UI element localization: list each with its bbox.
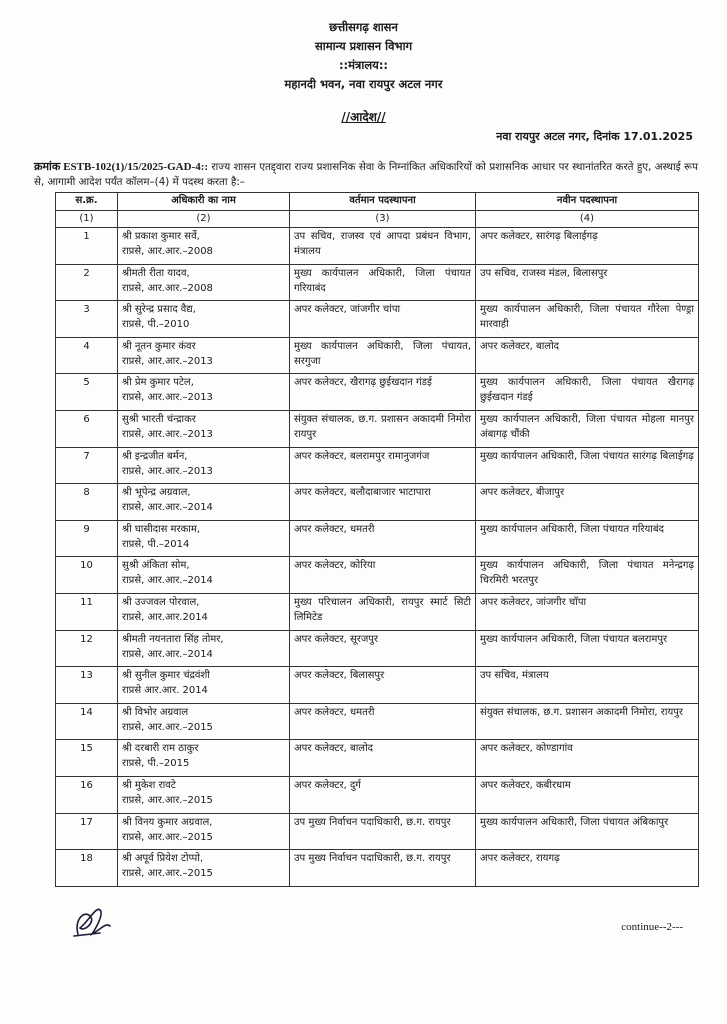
current-posting: अपर कलेक्टर, बालोद bbox=[290, 740, 476, 777]
current-posting: अपर कलेक्टर, जांजगीर चांपा bbox=[290, 301, 476, 338]
new-posting: अपर कलेक्टर, बालोद bbox=[476, 337, 699, 374]
officer-service: राप्रसे, आर.आर.–2008 bbox=[122, 246, 213, 257]
serial-number: 12 bbox=[56, 630, 118, 667]
table-row bbox=[56, 410, 699, 447]
officer-cell bbox=[118, 813, 290, 850]
serial-number: 4 bbox=[56, 337, 118, 374]
officer-service: राप्रसे, आर.आर.–2008 bbox=[122, 282, 213, 294]
column-number-row bbox=[56, 211, 699, 228]
officer-service: राप्रसे, आर.आर.2014 bbox=[122, 611, 208, 623]
current-posting: अपर कलेक्टर, खैरागढ़ छुईखदान गंडई bbox=[290, 374, 476, 411]
table-row bbox=[56, 301, 699, 338]
current-posting: अपर कलेक्टर, बिलासपुर bbox=[290, 667, 476, 704]
transfer-table bbox=[55, 192, 699, 887]
preamble-text: राज्य शासन एतद्द्वारा राज्य प्रशासनिक सेवा के निम्नांकित अधिकारियों को प्रशासनिक आधार पर स्थानांतरित करते हुए, अस्थाई रूप से, आगामी आदेश पर्यंत कॉलम–(4) में पदस्थ करता है:– bbox=[34, 161, 698, 188]
officer-cell bbox=[118, 484, 290, 521]
signature bbox=[70, 900, 118, 946]
table-row bbox=[56, 850, 699, 887]
column-number: (1) bbox=[56, 211, 118, 228]
officer-name: श्री उज्जवल पोरवाल, bbox=[122, 596, 200, 608]
officer-service: राप्रसे, आर.आर.–2014 bbox=[122, 502, 213, 514]
current-posting: अपर कलेक्टर, बलौदाबाजार भाटापारा bbox=[290, 484, 476, 521]
officer-service: राप्रसे, पी.–2014 bbox=[122, 538, 190, 550]
new-posting: मुख्य कार्यपालन अधिकारी, जिला पंचायत सारंगढ़ बिलाईगढ़ bbox=[476, 447, 699, 484]
officer-name: श्री विनय कुमार अग्रवाल, bbox=[122, 816, 213, 828]
current-posting: अपर कलेक्टर, धमतरी bbox=[290, 703, 476, 740]
current-posting: उप सचिव, राजस्व एवं आपदा प्रबंधन विभाग, मंत्रालय bbox=[290, 228, 476, 265]
new-posting: मुख्य कार्यपालन अधिकारी, जिला पंचायत बलरामपुर bbox=[476, 630, 699, 667]
serial-number: 8 bbox=[56, 484, 118, 521]
officer-service: राप्रसे, आर.आर.–2013 bbox=[122, 465, 213, 477]
order-preamble bbox=[34, 160, 698, 190]
serial-number: 1 bbox=[56, 228, 118, 265]
new-posting: संयुक्त संचालक, छ.ग. प्रशासन अकादमी निमोरा, रायपुर bbox=[476, 703, 699, 740]
officer-service: राप्रसे, आर.आर.–2015 bbox=[122, 868, 213, 880]
column-number: (4) bbox=[476, 211, 699, 228]
current-posting: मुख्य कार्यपालन अधिकारी, जिला पंचायत, सरगुजा bbox=[290, 337, 476, 374]
current-posting: उप मुख्य निर्वाचन पदाधिकारी, छ.ग. रायपुर bbox=[290, 813, 476, 850]
order-number: क्रमांक ESTB-102(1)/15/2025-GAD-4:: bbox=[34, 161, 209, 173]
officer-name: श्रीमती नयनतारा सिंह तोमर, bbox=[122, 633, 224, 645]
new-posting: मुख्य कार्यपालन अधिकारी, जिला पंचायत अंबिकापुर bbox=[476, 813, 699, 850]
header-current-posting: वर्तमान पदस्थापना bbox=[290, 193, 476, 211]
officer-name: श्री अपूर्व प्रियेश टोप्पो, bbox=[122, 853, 204, 865]
officer-cell bbox=[118, 740, 290, 777]
officer-service: राप्रसे, पी.–2015 bbox=[122, 758, 190, 770]
table-row bbox=[56, 557, 699, 594]
header-department: सामान्य प्रशासन विभाग bbox=[314, 39, 413, 53]
table-row bbox=[56, 593, 699, 630]
officer-service: राप्रसे, आर.आर.–2015 bbox=[122, 831, 213, 843]
new-posting: अपर कलेक्टर, कबीरधाम bbox=[476, 776, 699, 813]
serial-number: 10 bbox=[56, 557, 118, 594]
current-posting: अपर कलेक्टर, बलरामपुर रामानुजगंज bbox=[290, 447, 476, 484]
serial-number: 14 bbox=[56, 703, 118, 740]
officer-name: श्री भूपेन्द्र अग्रवाल, bbox=[122, 487, 191, 499]
officer-service: राप्रसे आर.आर. 2014 bbox=[122, 685, 208, 697]
new-posting: मुख्य कार्यपालन अधिकारी, जिला पंचायत खैरागढ़ छुईखदान गंडई bbox=[476, 374, 699, 411]
officer-name: श्री घासीदास मरकाम, bbox=[122, 523, 201, 535]
current-posting: अपर कलेक्टर, सूरजपुर bbox=[290, 630, 476, 667]
table-row bbox=[56, 667, 699, 704]
officer-service: राप्रसे, आर.आर.–2013 bbox=[122, 355, 213, 367]
officer-service: राप्रसे, आर.आर.–2015 bbox=[122, 794, 213, 806]
serial-number: 18 bbox=[56, 850, 118, 887]
serial-number: 7 bbox=[56, 447, 118, 484]
officer-name: श्री दरबारी राम ठाकुर bbox=[122, 743, 199, 755]
signature-icon bbox=[70, 900, 118, 942]
new-posting: अपर कलेक्टर, कोण्डागांव bbox=[476, 740, 699, 777]
serial-number: 5 bbox=[56, 374, 118, 411]
officer-service: राप्रसे, आर.आर.–2013 bbox=[122, 428, 213, 440]
serial-number: 17 bbox=[56, 813, 118, 850]
new-posting: मुख्य कार्यपालन अधिकारी, जिला पंचायत मोहला मानपुर अंबागढ़ चौंकी bbox=[476, 410, 699, 447]
officer-cell bbox=[118, 667, 290, 704]
officer-service: राप्रसे, पी.–2010 bbox=[122, 319, 190, 331]
officer-cell bbox=[118, 630, 290, 667]
officer-cell bbox=[118, 520, 290, 557]
officer-name: श्री नूतन कुमार कंवर bbox=[122, 340, 196, 352]
officer-cell bbox=[118, 557, 290, 594]
new-posting: अपर कलेक्टर, रायगढ़ bbox=[476, 850, 699, 887]
new-posting: उप सचिव, मंत्रालय bbox=[476, 667, 699, 704]
serial-number: 6 bbox=[56, 410, 118, 447]
header-serial: स.क्र. bbox=[56, 193, 118, 211]
officer-name: श्रीमती रीता यादव, bbox=[122, 267, 190, 279]
new-posting: मुख्य कार्यपालन अधिकारी, जिला पंचायत मनेन्द्रगढ़ चिरमिरी भरतपुर bbox=[476, 557, 699, 594]
new-posting: अपर कलेक्टर, बीजापुर bbox=[476, 484, 699, 521]
header-government: छत्तीसगढ़ शासन bbox=[329, 20, 398, 34]
officer-cell bbox=[118, 410, 290, 447]
column-number: (2) bbox=[118, 211, 290, 228]
officer-cell bbox=[118, 593, 290, 630]
current-posting: मुख्य कार्यपालन अधिकारी, जिला पंचायत गरियाबंद bbox=[290, 264, 476, 301]
officer-name: श्री मुकेश रावटे bbox=[122, 779, 176, 791]
new-posting: मुख्य कार्यपालन अधिकारी, जिला पंचायत गरियाबंद bbox=[476, 520, 699, 557]
officer-cell bbox=[118, 776, 290, 813]
serial-number: 13 bbox=[56, 667, 118, 704]
table-row bbox=[56, 337, 699, 374]
serial-number: 16 bbox=[56, 776, 118, 813]
officer-name: श्री विभोर अग्रवाल bbox=[122, 706, 189, 718]
serial-number: 11 bbox=[56, 593, 118, 630]
officer-name: श्री प्रकाश कुमार सर्वे, bbox=[122, 231, 200, 242]
table-row bbox=[56, 447, 699, 484]
table-row bbox=[56, 703, 699, 740]
table-row bbox=[56, 630, 699, 667]
column-number: (3) bbox=[290, 211, 476, 228]
new-posting: अपर कलेक्टर, जांजगीर चॉपा bbox=[476, 593, 699, 630]
officer-service: राप्रसे, आर.आर.–2014 bbox=[122, 648, 213, 660]
header-officer-name: अधिकारी का नाम bbox=[118, 193, 290, 211]
officer-cell bbox=[118, 447, 290, 484]
current-posting: अपर कलेक्टर, धमतरी bbox=[290, 520, 476, 557]
officer-cell bbox=[118, 228, 290, 265]
header-address: महानदी भवन, नवा रायपुर अटल नगर bbox=[284, 77, 443, 91]
officer-cell bbox=[118, 703, 290, 740]
serial-number: 15 bbox=[56, 740, 118, 777]
document-header bbox=[0, 18, 727, 94]
continue-note: continue--2--- bbox=[621, 921, 683, 933]
table-row bbox=[56, 813, 699, 850]
officer-service: राप्रसे, आर.आर.–2014 bbox=[122, 575, 213, 587]
officer-cell bbox=[118, 264, 290, 301]
officer-cell bbox=[118, 337, 290, 374]
officer-service: राप्रसे, आर.आर.–2015 bbox=[122, 721, 213, 733]
new-posting: अपर कलेक्टर, सारंगढ़ बिलाईगढ़ bbox=[476, 228, 699, 265]
officer-name: श्री प्रेम कुमार पटेल, bbox=[122, 377, 194, 389]
officer-name: श्री इन्द्रजीत बर्मन, bbox=[122, 450, 188, 462]
officer-cell bbox=[118, 850, 290, 887]
serial-number: 2 bbox=[56, 264, 118, 301]
officer-name: श्री सुरेन्द्र प्रसाद वैद्य, bbox=[122, 304, 196, 316]
table-body bbox=[56, 228, 699, 887]
table-row bbox=[56, 484, 699, 521]
serial-number: 3 bbox=[56, 301, 118, 338]
new-posting: मुख्य कार्यपालन अधिकारी, जिला पंचायत गौरेला पेण्ड्रा मारवाही bbox=[476, 301, 699, 338]
header-ministry: ::मंत्रालय:: bbox=[338, 58, 389, 72]
table-row bbox=[56, 740, 699, 777]
officer-cell bbox=[118, 374, 290, 411]
table-row bbox=[56, 776, 699, 813]
officer-name: श्री सुनील कुमार चंद्रवंशी bbox=[122, 670, 210, 682]
table-header-row bbox=[56, 193, 699, 211]
current-posting: अपर कलेक्टर, दुर्ग bbox=[290, 776, 476, 813]
officer-name: सुश्री भारती चंन्द्राकर bbox=[122, 413, 196, 425]
serial-number: 9 bbox=[56, 520, 118, 557]
table-row bbox=[56, 374, 699, 411]
table-row bbox=[56, 264, 699, 301]
order-date: नवा रायपुर अटल नगर, दिनांक 17.01.2025 bbox=[496, 130, 693, 143]
current-posting: संयुक्त संचालक, छ.ग. प्रशासन अकादमी निमोरा रायपुर bbox=[290, 410, 476, 447]
table-row bbox=[56, 520, 699, 557]
new-posting: उप सचिव, राजस्व मंडल, बिलासपुर bbox=[476, 264, 699, 301]
current-posting: अपर कलेक्टर, कोरिया bbox=[290, 557, 476, 594]
officer-cell bbox=[118, 301, 290, 338]
header-new-posting: नवीन पदस्थापना bbox=[476, 193, 699, 211]
current-posting: उप मुख्य निर्वाचन पदाधिकारी, छ.ग. रायपुर bbox=[290, 850, 476, 887]
officer-name: सुश्री अंकिता सोम, bbox=[122, 560, 190, 572]
table-row bbox=[56, 228, 699, 265]
order-title: //आदेश// bbox=[341, 110, 386, 124]
current-posting: मुख्य परिचालन अधिकारी, रायपुर स्मार्ट सिटी लिमिटेड bbox=[290, 593, 476, 630]
officer-service: राप्रसे, आर.आर.–2013 bbox=[122, 392, 213, 404]
